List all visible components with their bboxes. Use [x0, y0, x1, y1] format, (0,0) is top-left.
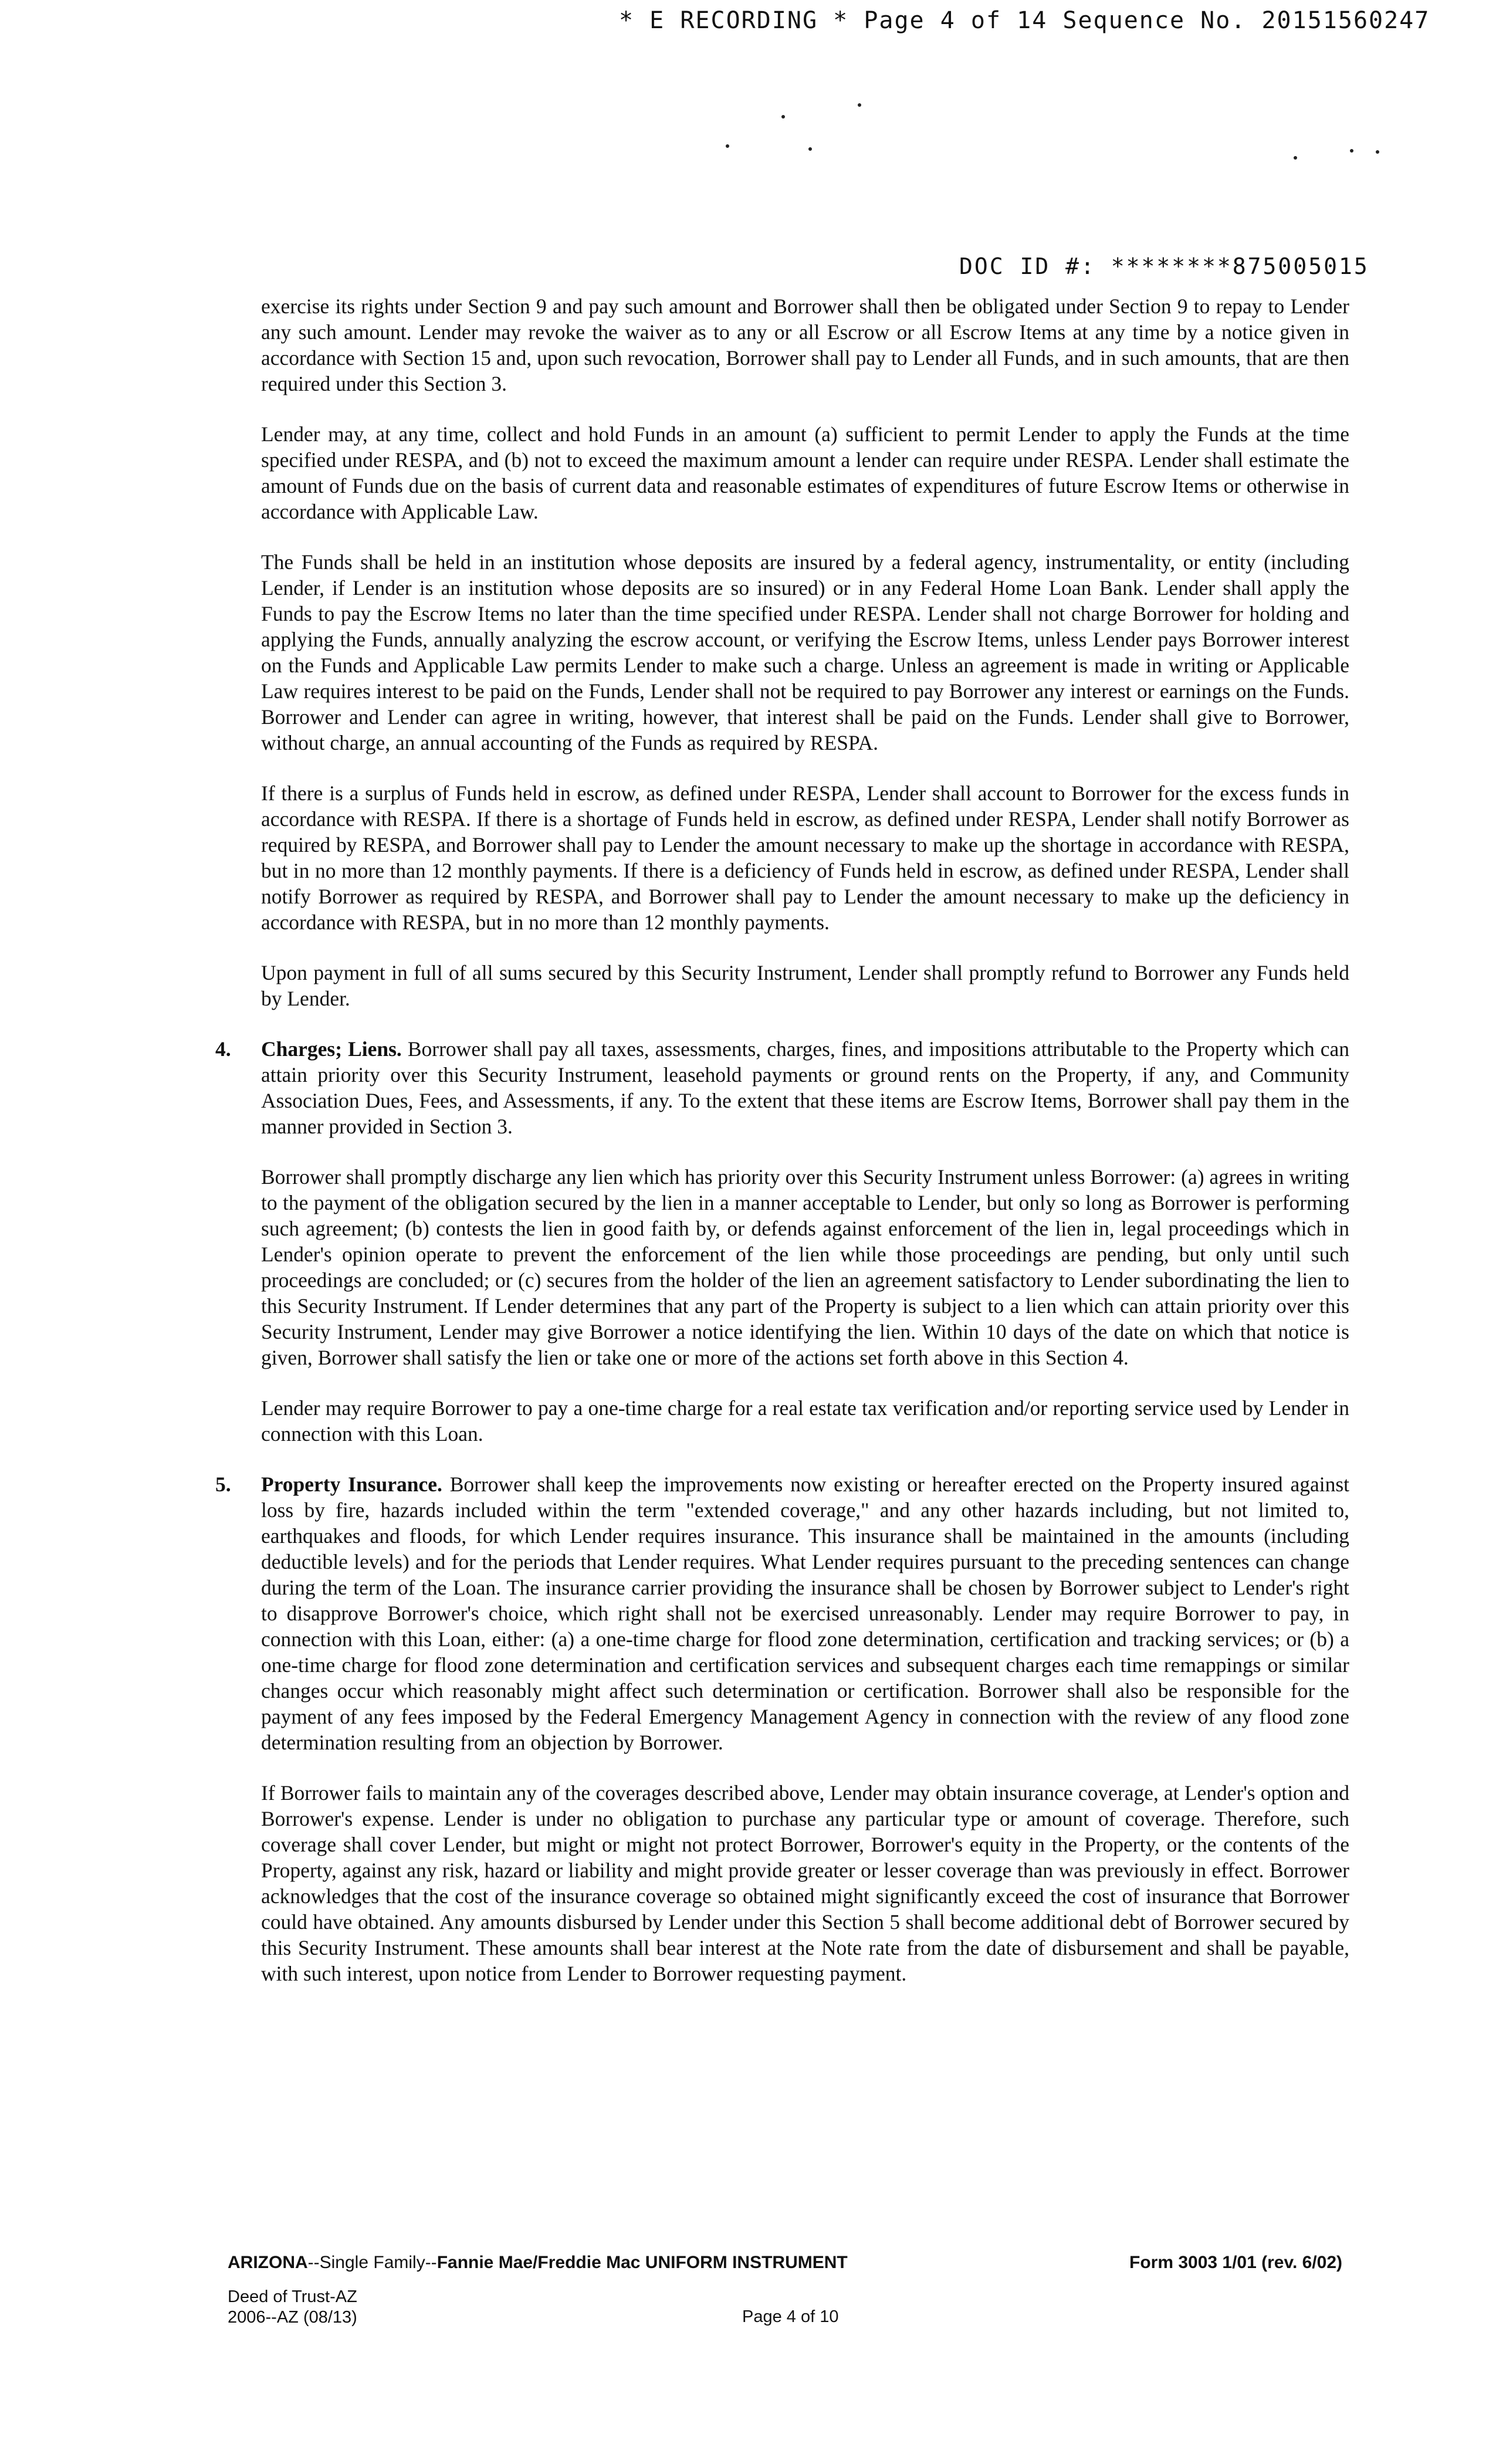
document-body — [215, 293, 1350, 2011]
paragraph: If there is a surplus of Funds held in escrow, as defined under RESPA, Lender shall account to Borrower for the excess funds in accordance with RESPA. If there is a shortage of Funds held in escrow, as defined under RESPA, Lender shall notify Borrower as required by RESPA, and Borrower shall pay to Lender the amount necessary to make up the shortage in accordance with RESPA, but in no more than 12 monthly payments. If there is a deficiency of Funds held in escrow, as defined under RESPA, Lender shall notify Borrower as required by RESPA, and Borrower shall pay to Lender the amount necessary to make up the deficiency in accordance with RESPA, but in no more than 12 monthly payments. — [261, 781, 1349, 934]
footer-doc-name: Deed of Trust-AZ — [228, 2287, 357, 2306]
doc-id: DOC ID #: ********875005015 — [959, 253, 1369, 279]
scan-speck — [1376, 150, 1379, 154]
section-number: 5. — [215, 1473, 231, 1496]
recording-header: * E RECORDING * Page 4 of 14 Sequence No. 20151560247 — [619, 7, 1430, 34]
footer-family-type: --Single Family-- — [307, 2253, 437, 2272]
paragraph: Upon payment in full of all sums secured by this Security Instrument, Lender shall promptly refund to Borrower any Funds held by Lender. — [261, 961, 1349, 1010]
scan-speck — [808, 147, 812, 151]
paragraph: Lender may require Borrower to pay a one-time charge for a real estate tax verification and/or reporting service used by Lender in connection with this Loan. — [261, 1396, 1349, 1446]
scan-speck — [1350, 149, 1353, 153]
scan-speck — [1294, 156, 1297, 160]
paragraph: The Funds shall be held in an institution whose deposits are insured by a federal agency, instrumentality, or entity (including Lender, if Lender is an institution whose deposits are so insured) or in any Federal Home Loan Bank. Lender shall apply the Funds to pay the Escrow Items no later than the time specified under RESPA. Lender shall not charge Borrower for holding and applying the Funds, annually analyzing the escrow account, or verifying the Escrow Items, unless Lender pays Borrower interest on the Funds and Applicable Law permits Lender to make such a charge. Unless an agreement is made in writing or Applicable Law requires interest to be paid on the Funds, Lender shall not be required to pay Borrower any interest or earnings on the Funds. Borrower and Lender can agree in writing, however, that interest shall be paid on the Funds. Lender shall give to Borrower, without charge, an annual accounting of the Funds as required by RESPA. — [261, 550, 1349, 754]
footer-state: ARIZONA — [228, 2253, 308, 2272]
paragraph: exercise its rights under Section 9 and pay such amount and Borrower shall then be obligated under Section 9 to repay to Lender any such amount. Lender may revoke the waiver as to any or all Escrow or all Escrow Items at any time by a notice given in accordance with Section 15 and, upon such revocation, Borrower shall pay to Lender all Funds, and in such amounts, that are then required under this Section 3. — [261, 295, 1349, 395]
section-first-paragraph — [261, 1471, 1349, 1755]
scan-speck — [781, 115, 785, 119]
paragraph: If Borrower fails to maintain any of the coverages described above, Lender may obtain insurance coverage, at Lender's option and Borrower's expense. Lender is under no obligation to purchase any particular type or amount of coverage. Therefore, such coverage shall cover Lender, but might or might not protect Borrower, Borrower's equity in the Property, or the contents of the Property, against any risk, hazard or liability and might provide greater or lesser coverage than was previously in effect. Borrower acknowledges that the cost of the insurance coverage so obtained might significantly exceed the cost of insurance that Borrower could have obtained. Any amounts disbursed by Lender under this Section 5 shall become additional debt of Borrower secured by this Security Instrument. These amounts shall bear interest at the Note rate from the date of disbursement and shall be payable, with such interest, upon notice from Lender to Borrower requesting payment. — [261, 1781, 1349, 1985]
section-text: Borrower shall keep the improvements now existing or hereafter erected on the Property insured against loss by fire, hazards included within the term "extended coverage," and any other hazards including, but not limited to, earthquakes and floods, for which Lender requires insurance. This insurance shall be maintained in the amounts (including deductible levels) and for the periods that Lender requires. What Lender requires pursuant to the preceding sentences can change during the term of the Loan. The insurance carrier providing the insurance shall be chosen by Borrower subject to Lender's right to disapprove Borrower's choice, which right shall not be exercised unreasonably. Lender may require Borrower to pay, in connection with this Loan, either: (a) a one-time charge for flood zone determination, certification and tracking services; or (b) a one-time charge for flood zone determination and certification services and subsequent charges each time remappings or similar changes occur which reasonably might affect such determination or certification. Borrower shall also be responsible for the payment of any fees imposed by the Federal Emergency Management Agency in connection with the review of any flood zone determination resulting from an objection by Borrower. — [261, 1473, 1350, 1754]
section-heading: Property Insurance. — [261, 1473, 442, 1496]
footer-page-number: Page 4 of 10 — [742, 2307, 839, 2326]
footer-form-number: Form 3003 1/01 (rev. 6/02) — [1129, 2253, 1342, 2272]
section-heading: Charges; Liens. — [261, 1037, 402, 1061]
section-text: Borrower shall pay all taxes, assessments, charges, fines, and impositions attributable to the Property which can attain priority over this Security Instrument, leasehold payments or ground rents on the Property, if any, and Community Association Dues, Fees, and Assessments, if any. To the extent that these items are Escrow Items, Borrower shall pay them in the manner provided in Section 3. — [261, 1037, 1349, 1138]
section-5-property-insurance — [215, 1471, 1350, 1986]
footer-doc-code: 2006--AZ (08/13) — [228, 2308, 357, 2327]
section-number: 4. — [215, 1037, 231, 1061]
scan-speck — [726, 144, 729, 148]
scan-speck — [858, 103, 861, 107]
footer-doc-info — [228, 2287, 357, 2328]
section-first-paragraph — [261, 1036, 1349, 1139]
paragraph: Borrower shall promptly discharge any lien which has priority over this Security Instrument unless Borrower: (a) agrees in writing to the payment of the obligation secured by the lien in a manner acceptable to Lender, but only so long as Borrower is performing such agreement; (b) contests the lien in good faith by, or defends against enforcement of the lien in, legal proceedings which in Lender's opinion operate to prevent the enforcement of the lien while those proceedings are pending, but only until such proceedings are concluded; or (c) secures from the holder of the lien an agreement satisfactory to Lender subordinating the lien to this Security Instrument. If Lender determines that any part of the Property is subject to a lien which can attain priority over this Security Instrument, Lender may give Borrower a notice identifying the lien. Within 10 days of the date on which that notice is given, Borrower shall satisfy the lien or take one or more of the actions set forth above in this Section 4. — [261, 1165, 1349, 1369]
footer-instrument: Fannie Mae/Freddie Mac UNIFORM INSTRUMENT — [436, 2253, 848, 2272]
section-4-charges-liens — [215, 1036, 1349, 1447]
paragraph: Lender may, at any time, collect and hold Funds in an amount (a) sufficient to permit Lender to apply the Funds at the time specified under RESPA, and (b) not to exceed the maximum amount a lender can require under RESPA. Lender shall estimate the amount of Funds due on the basis of current data and reasonable estimates of expenditures of future Escrow Items or otherwise in accordance with Applicable Law. — [261, 422, 1349, 523]
footer-instrument-title — [228, 2253, 848, 2273]
